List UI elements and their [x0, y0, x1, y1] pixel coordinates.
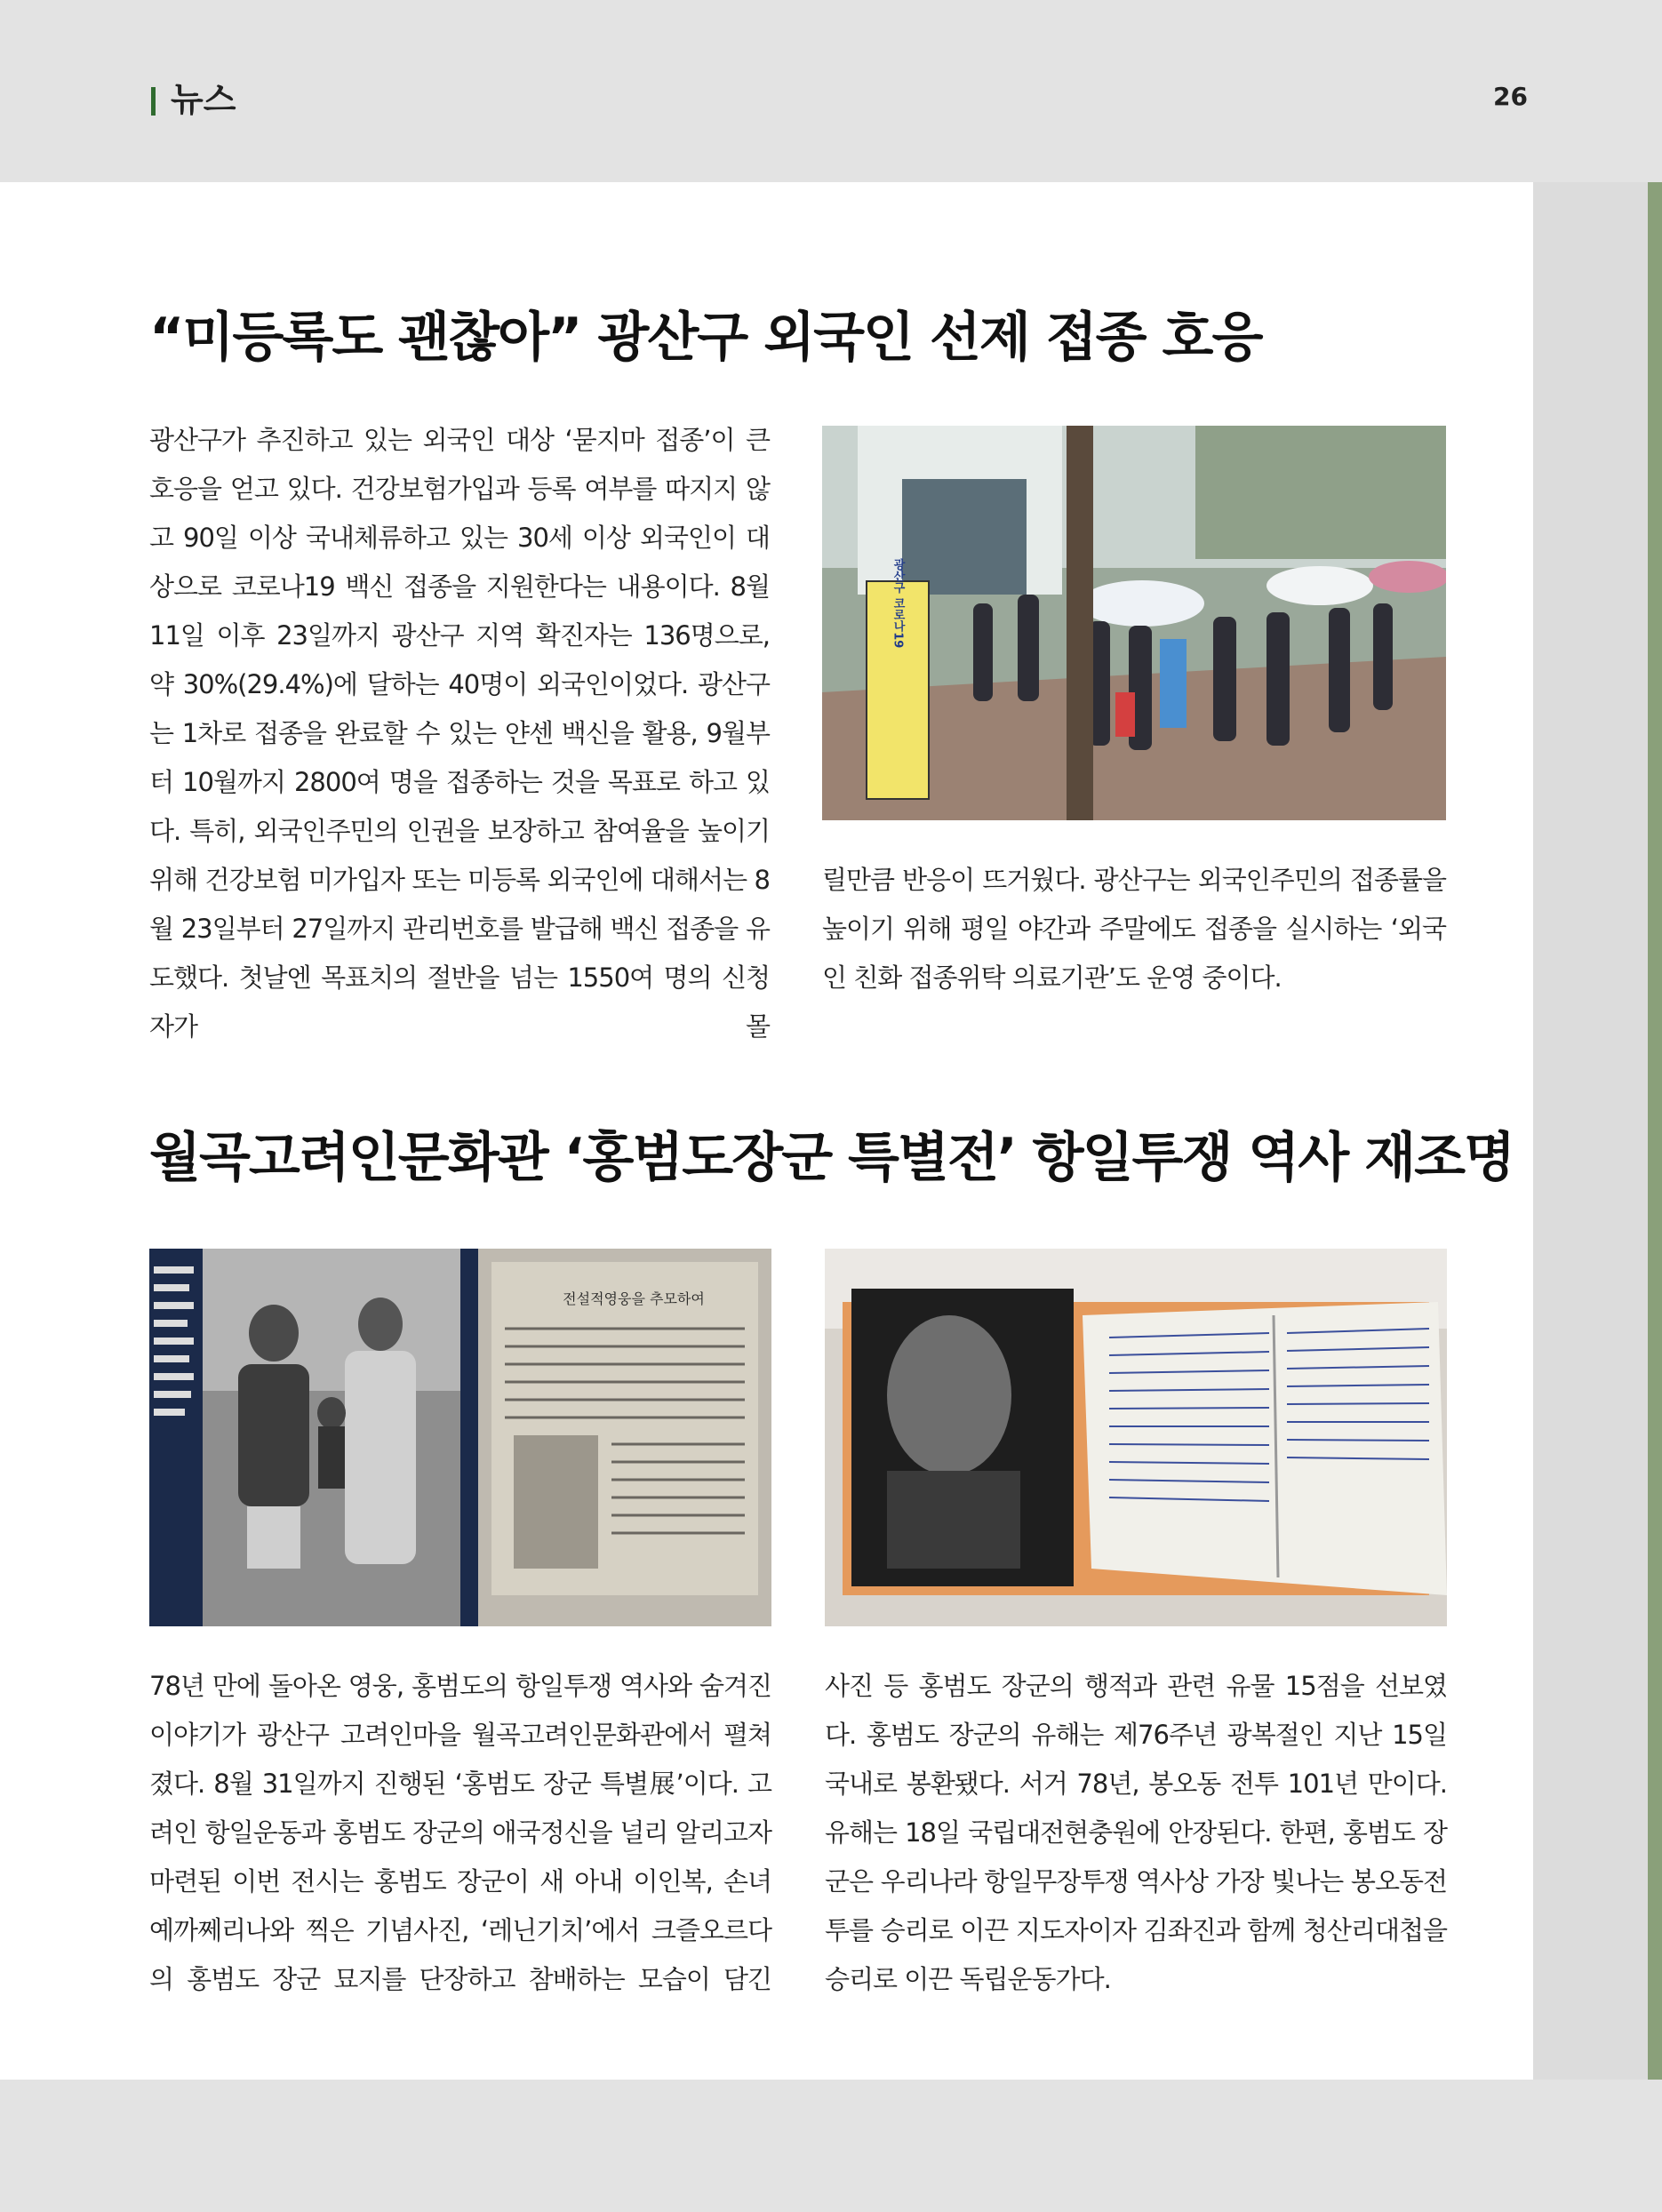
- article-2-title: 월곡고려인문화관 ‘홍범도장군 특별전’ 항일투쟁 역사 재조명: [149, 1127, 1514, 1189]
- right-margin-accent: [1533, 182, 1662, 2080]
- exhibition-photo-display: [149, 1249, 771, 1626]
- article-1-column-1: 광산구가 추진하고 있는 외국인 대상 ‘묻지마 접종’이 큰 호응을 얻고 있다. 건강보험가입과 등록 여부를 따지지 않고 90일 이상 국내체류하고 있는 30세 이상 외국인이 대상으로 코로나19 백신 접종을 지원한다는 내용이다. 8월 11일 이후 23일까지 광산구 지역 확진자는 136명으로, 약 30%(29.4%)에 달하는 40명이 외국인이었다. 광산구는 1차로 접종을 완료할 수 있는 얀센 백신을 활용, 9월부터 10월까지 2800여 명을 접종하는 것을 목표로 하고 있다. 특히, 외국인주민의 인권을 보장하고 참여율을 높이기 위해 건강보험 미가입자 또는 미등록 외국인에 대해서는 8월 23일부터 27일까지 관리번호를 발급해 백신 접종을 유도했다. 첫날엔 목표치의 절반을 넘는 1550여 명의 신청자가 몰: [149, 425, 770, 1042]
- newspaper-heading: 전설적영웅을 추모하여: [563, 1290, 705, 1307]
- section-label: 뉴스: [171, 80, 236, 119]
- side-stripe: [1648, 182, 1662, 2080]
- artifacts-photo: [825, 1249, 1447, 1626]
- svg-text:광산구 코로나19: 광산구 코로나19: [891, 558, 905, 649]
- article-2-column-1: 78년 만에 돌아온 영웅, 홍범도의 항일투쟁 역사와 숨겨진 이야기가 광산구 고려인마을 월곡고려인문화관에서 펼쳐졌다. 8월 31일까지 진행된 ‘홍범도 장군 특별展’이다. 고려인 항일운동과 홍범도 장군의 애국정신을 널리 알리고자 마련된 이번 전시는 홍범도 장군이 새 아내 이인복, 손녀 예까쩨리나와 찍은 기념사진, ‘레닌기치’에서 크즐오르다의 홍범도 장군 묘지를 단장하고 참배하는 모습이 담긴: [149, 1671, 771, 1994]
- page-number: 26: [1493, 82, 1528, 111]
- section-accent-bar: [151, 87, 156, 116]
- page-footer-band: [0, 2080, 1662, 2212]
- content-card: [0, 182, 1533, 2080]
- article-2-column-2: 사진 등 홍범도 장군의 행적과 관련 유물 15점을 선보였다. 홍범도 장군의 유해는 제76주년 광복절인 지난 15일 국내로 봉환됐다. 서거 78년, 봉오동 전투 101년 만이다. 유해는 18일 국립대전현충원에 안장된다. 한편, 홍범도 장군은 우리나라 항일무장투쟁 역사상 가장 빛나는 봉오동전투를 승리로 이끈 지도자이자 김좌진과 함께 청산리대첩을 승리로 이끈 독립운동가다.: [825, 1671, 1447, 1994]
- vaccination-queue-photo: [822, 426, 1446, 820]
- article-1-title: “미등록도 괜찮아” 광산구 외국인 선제 접종 호응: [149, 307, 1262, 369]
- article-1-column-2: 릴만큼 반응이 뜨거웠다. 광산구는 외국인주민의 접종률을 높이기 위해 평일 야간과 주말에도 접종을 실시하는 ‘외국인 친화 접종위탁 의료기관’도 운영 중이다.: [822, 865, 1446, 993]
- page-header: [0, 0, 1662, 182]
